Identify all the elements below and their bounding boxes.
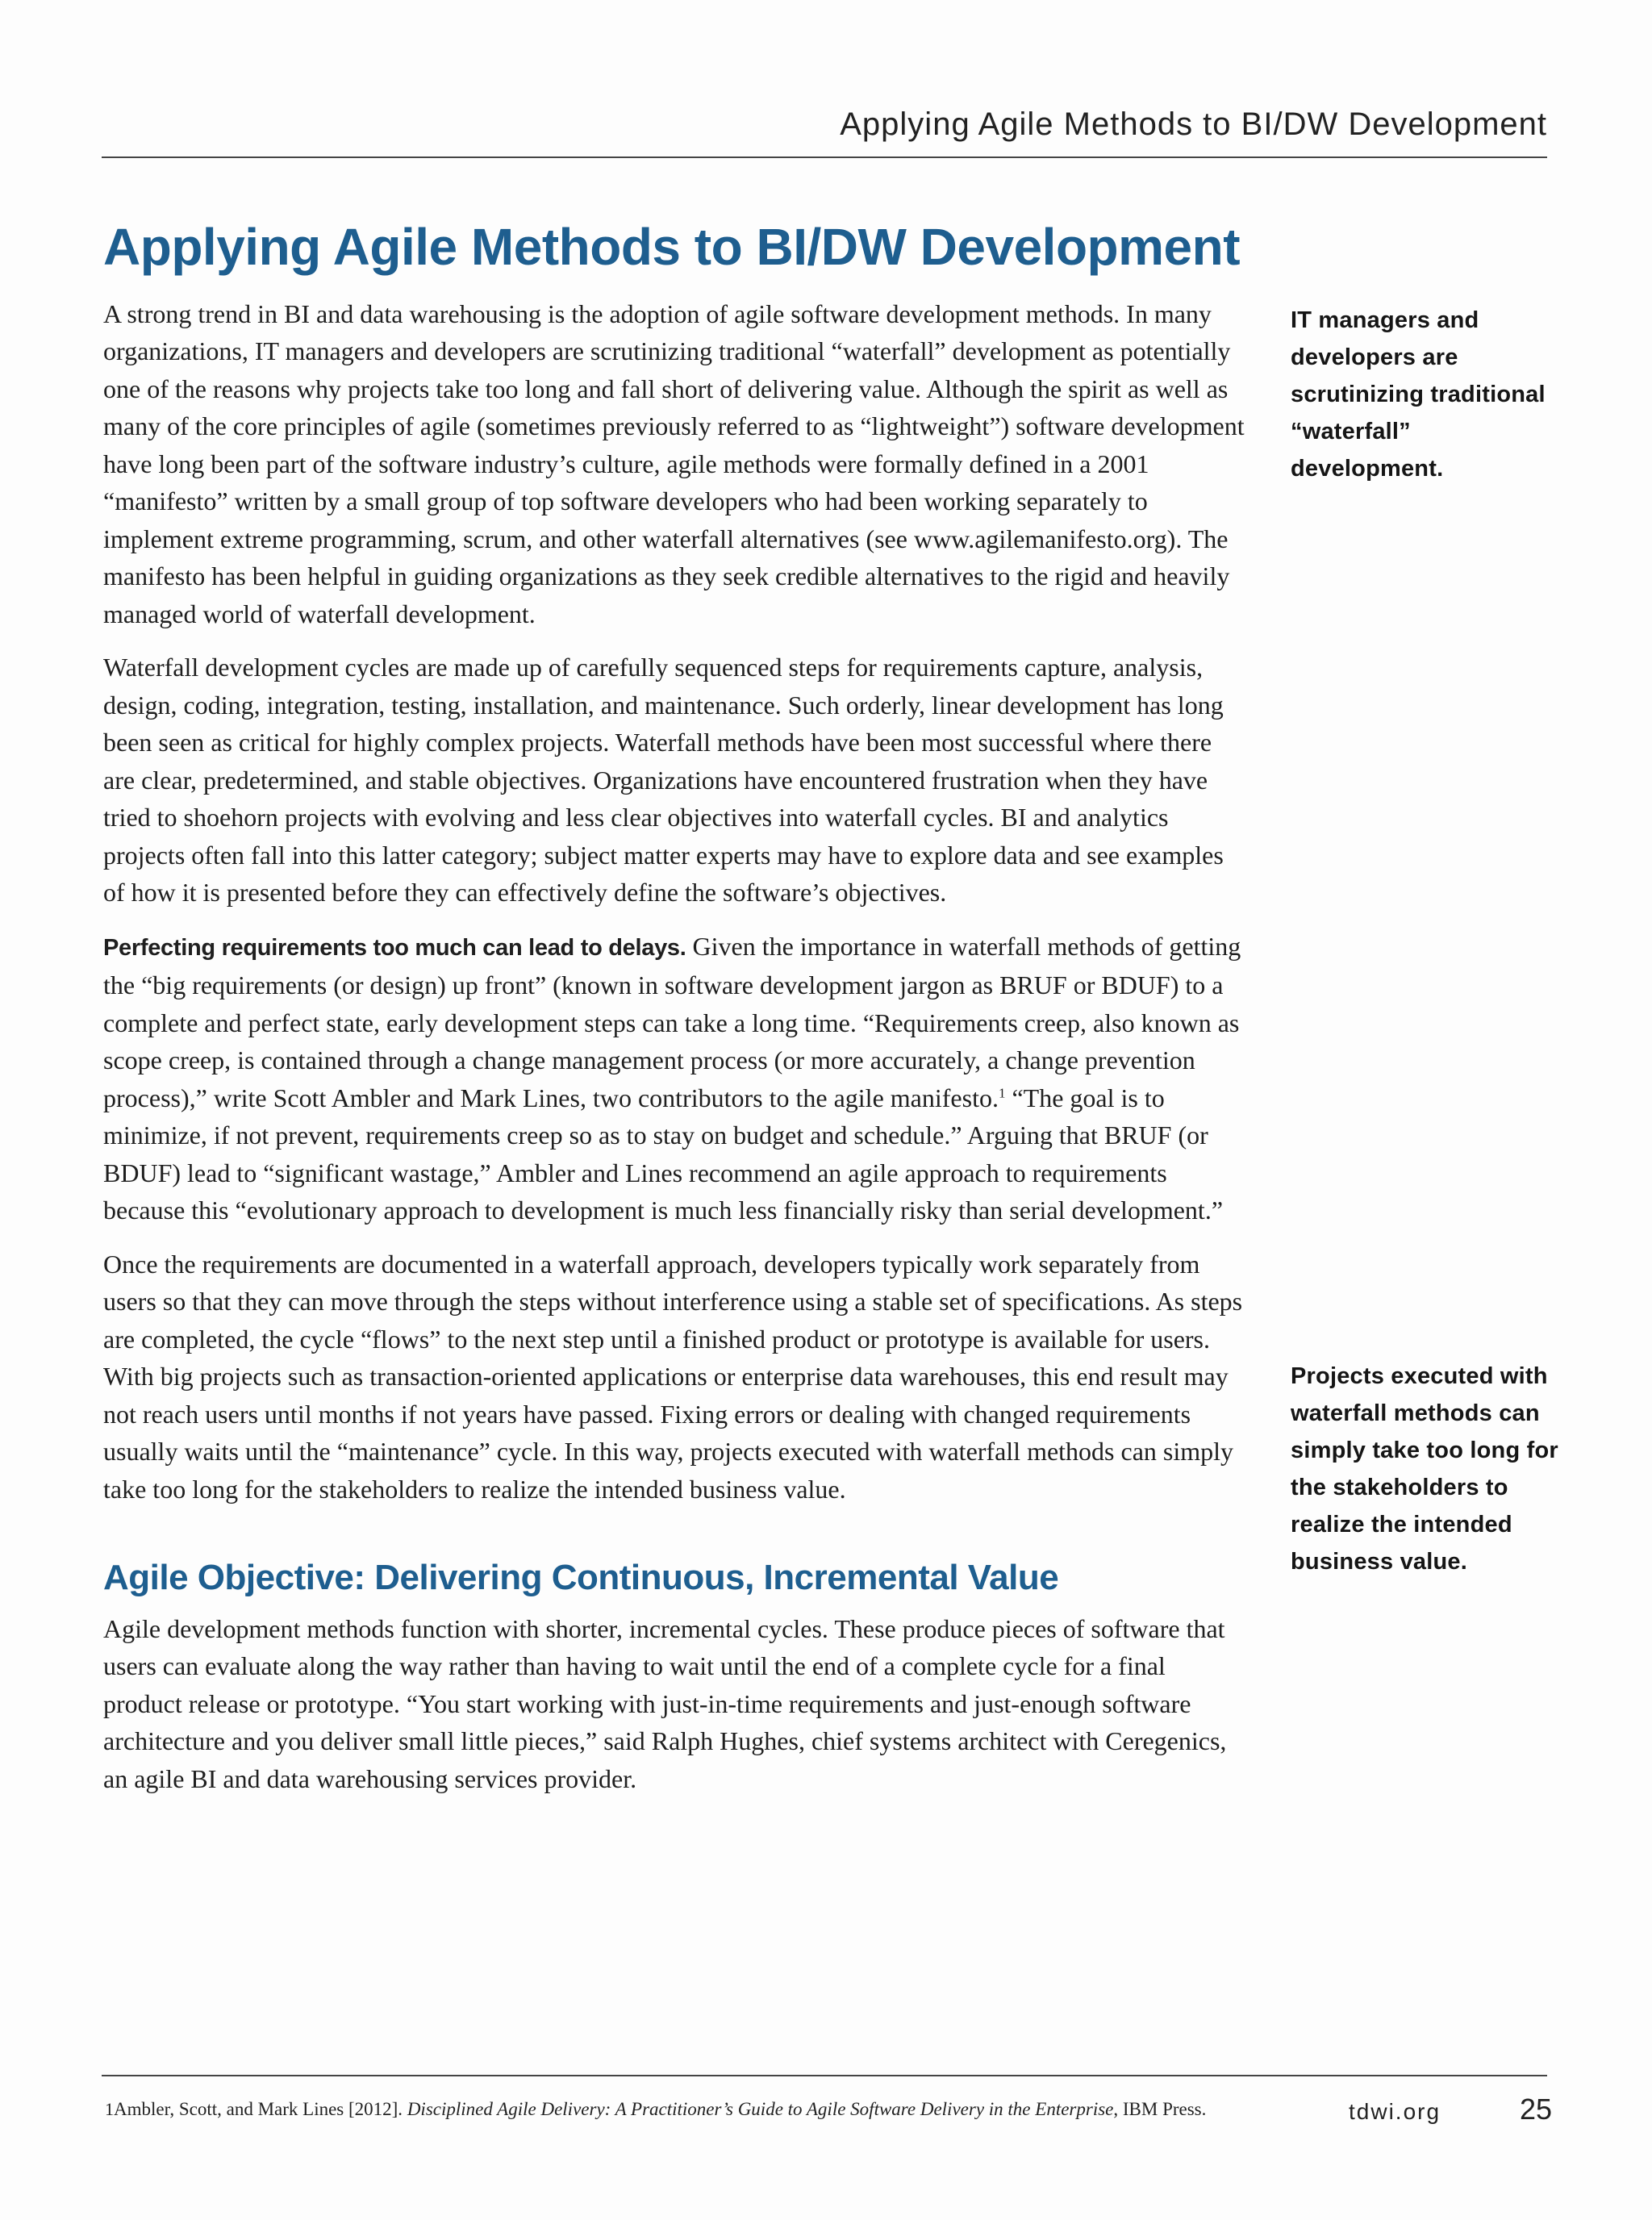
- footnote-book-title: Disciplined Agile Delivery: A Practitioner’s Guide to Agile Software Delivery in the Enterprise: [407, 2099, 1114, 2119]
- paragraph-waterfall-users: Once the requirements are documented in a waterfall approach, developers typically work separately from users so that they can move through the steps without interference using a stable set of specifications. As steps are completed, the cycle “flows” to the next step until a finished product or prototype is available for users. With big projects such as transaction-oriented applications or enterprise data warehouses, this end result may not reach users until months if not years have passed. Fixing errors or dealing with changed requirements usually waits until the “maintenance” cycle. In this way, projects executed with waterfall methods can simply take too long for the stakeholders to realize the intended business value.: [103, 1249, 1243, 1504]
- footer-divider: [102, 2075, 1547, 2076]
- page-number: 25: [1520, 2093, 1553, 2126]
- footnote: [105, 2097, 1274, 2122]
- paragraph-waterfall: Waterfall development cycles are made up of carefully sequenced steps for requirements capture, analysis, design, coding, integration, testing, installation, and maintenance. Such orderly, linear development has long been seen as critical for highly complex projects. Waterfall methods have been most successful where there are clear, predetermined, and stable objectives. Organizations have encountered frustration when they have tried to shoehorn projects with evolving and less clear objectives into waterfall cycles. BI and analytics projects often fall into this latter category; subject matter experts may have to explore data and see examples of how it is presented before they can effectively define the software’s objectives.: [103, 653, 1224, 908]
- paragraph-agile-cycles: Agile development methods function with shorter, incremental cycles. These produce pieces of software that users can evaluate along the way rather than having to wait until the end of a complete cycle for a final product release or prototype. “You start working with just-in-time requirements and just-enough software architecture and you deliver small little pieces,” said Ralph Hughes, chief systems architect with Ceregenics, an agile BI and data warehousing services provider.: [103, 1613, 1227, 1793]
- footnote-mark: 1: [105, 2099, 114, 2119]
- running-header: Applying Agile Methods to BI/DW Development: [840, 106, 1547, 142]
- footnote-publisher: , IBM Press.: [1113, 2099, 1207, 2119]
- site-url[interactable]: tdwi.org: [1349, 2099, 1441, 2124]
- pull-quote: Projects executed with waterfall methods can simply take too long for the stakeholders to realize the intended business value.: [1291, 1363, 1558, 1575]
- page-title: Applying Agile Methods to BI/DW Development: [103, 218, 1241, 276]
- footnote-reference[interactable]: 1: [998, 1084, 1006, 1100]
- section-heading: Agile Objective: Delivering Continuous, Incremental Value: [103, 1558, 1059, 1598]
- pull-quote: IT managers and developers are scrutinizing traditional “waterfall” development.: [1291, 307, 1546, 482]
- paragraph-text: Given the importance in waterfall methods of getting the “big requirements (or design) up front” (known in software development jargon as BRUF or BDUF) to a complete and perfect state, early development steps can take a long time. “Requirements creep, also known as scope creep, is contained through a change management process (or more accurately, a change prevention process),” write Scott Ambler and Mark Lines, two contributors to the agile manifesto.: [103, 931, 1241, 1112]
- main-content: [103, 218, 1249, 1813]
- footnote-authors: Ambler, Scott, and Mark Lines [2012].: [114, 2099, 407, 2119]
- header-divider: [102, 156, 1547, 158]
- paragraph-intro: A strong trend in BI and data warehousing is the adoption of agile software development methods. In many organizations, IT managers and developers are scrutinizing traditional “waterfall” development as potentially one of the reasons why projects take too long and fall short of delivering value. Although the spirit as well as many of the core principles of agile (sometimes previously referred to as “lightweight”) software development have long been part of the software industry’s culture, agile methods were formally defined in a 2001 “manifesto” written by a small group of top software developers who had been working separately to implement extreme programming, scrum, and other waterfall alternatives (see www.agilemanifesto.org). The manifesto has been helpful in guiding organizations as they seek credible alternatives to the rigid and heavily managed world of waterfall development.: [103, 298, 1245, 628]
- paragraph-text: “The goal is to minimize, if not prevent, requirements creep so as to stay on budget and schedule.” Arguing that BRUF (or BDUF) lead to “significant wastage,” Ambler and Lines recommend an agile approach to requirements because this “evolutionary approach to development is much less financially risky than serial development.”: [103, 1083, 1224, 1225]
- run-in-heading: Perfecting requirements too much can lead to delays.: [103, 934, 686, 961]
- paragraph-requirements: [103, 928, 1249, 1229]
